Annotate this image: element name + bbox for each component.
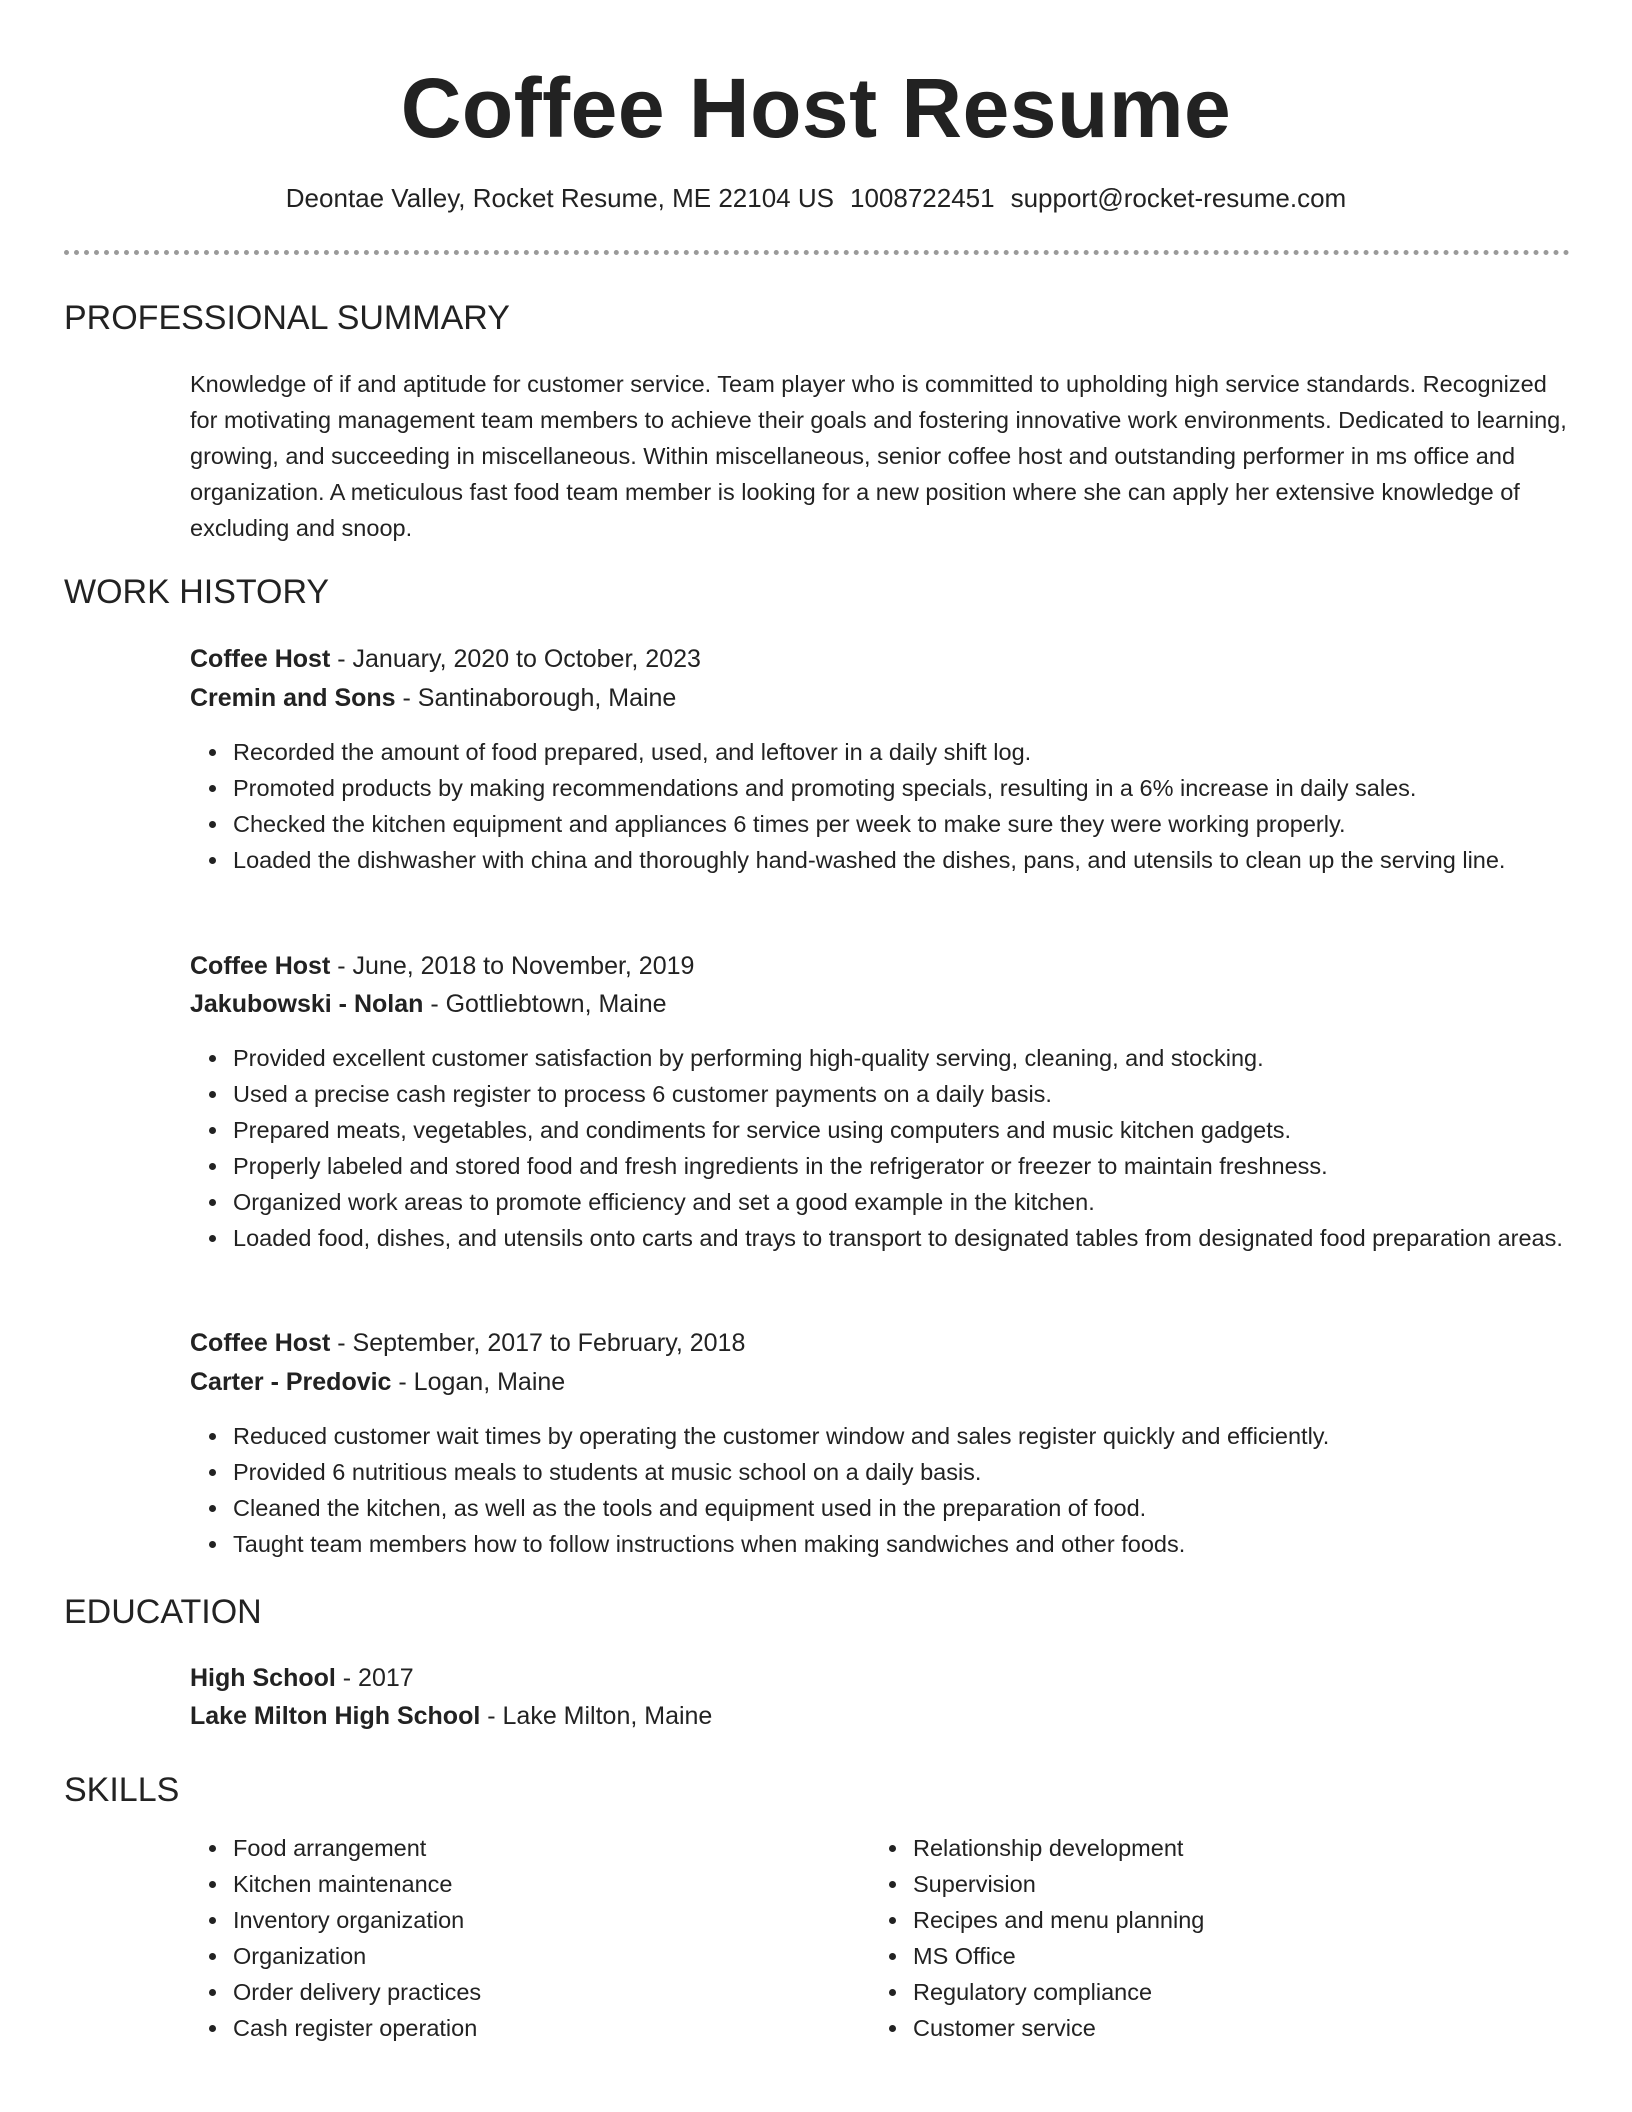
job-title-line: [190, 1325, 745, 1361]
job-company-line: [190, 986, 667, 1022]
list-item: Taught team members how to follow instructions when making sandwiches and other foods.: [233, 1526, 1563, 1562]
summary-text: Knowledge of if and aptitude for customer service. Team player who is committed to upholding high service standards. Recognized for motivating management team members to achieve their goals and fostering innovative work environments. Dedicated to learning, growing, and succeeding in miscellaneous. Within miscellaneous, senior coffee host and outstanding performer in ms office and organization. A meticulous fast food team member is looking for a new position where she can apply her extensive knowledge of excluding and snoop.: [190, 371, 1567, 541]
list-item: Recipes and menu planning: [913, 1902, 1513, 1938]
job-title: Coffee Host: [190, 645, 331, 673]
job-title-line: [190, 641, 701, 677]
list-item: Cleaned the kitchen, as well as the tools and equipment used in the preparation of food.: [233, 1490, 1563, 1526]
job-company-line: [190, 1364, 565, 1400]
list-item: Loaded the dishwasher with china and thoroughly hand-washed the dishes, pans, and utensils to clean up the serving line.: [233, 842, 1563, 878]
job-location: - Gottliebtown, Maine: [423, 990, 667, 1018]
education-school: Lake Milton High School: [190, 1702, 481, 1730]
list-item: Customer service: [913, 2010, 1513, 2046]
job-location: - Logan, Maine: [391, 1368, 566, 1396]
education-heading: EDUCATION: [64, 1593, 262, 1631]
job-company: Cremin and Sons: [190, 684, 396, 712]
skills-heading: SKILLS: [64, 1771, 180, 1809]
list-item: Order delivery practices: [233, 1974, 833, 2010]
summary-heading: PROFESSIONAL SUMMARY: [64, 299, 510, 337]
list-item: Cash register operation: [233, 2010, 833, 2046]
list-item: Supervision: [913, 1866, 1513, 1902]
job-bullets: [233, 1040, 1563, 1256]
skills-list-right: [913, 1830, 1513, 2046]
list-item: Promoted products by making recommendations and promoting specials, resulting in a 6% increase in daily sales.: [233, 770, 1563, 806]
contact-email: support@rocket-resume.com: [1010, 183, 1347, 213]
job-dates: - June, 2018 to November, 2019: [330, 952, 695, 980]
list-item: Kitchen maintenance: [233, 1866, 833, 1902]
list-item: MS Office: [913, 1938, 1513, 1974]
education-degree: High School: [190, 1664, 336, 1692]
contact-address: Deontae Valley, Rocket Resume, ME 22104 US: [285, 183, 834, 213]
list-item: Food arrangement: [233, 1830, 833, 1866]
list-item: Loaded food, dishes, and utensils onto carts and trays to transport to designated tables from designated food preparation areas.: [233, 1220, 1563, 1256]
job-bullets: [233, 734, 1563, 878]
job-company-line: [190, 680, 676, 716]
list-item: Properly labeled and stored food and fresh ingredients in the refrigerator or freezer to maintain freshness.: [233, 1148, 1563, 1184]
work-history-heading: WORK HISTORY: [64, 573, 330, 611]
header-divider: [64, 250, 1570, 255]
list-item: Regulatory compliance: [913, 1974, 1513, 2010]
contact-phone: 1008722451: [849, 183, 995, 213]
resume-title: Coffee Host Resume: [400, 61, 1232, 155]
list-item: Reduced customer wait times by operating the customer window and sales register quickly and efficiently.: [233, 1418, 1563, 1454]
job-title: Coffee Host: [190, 952, 331, 980]
list-item: Organization: [233, 1938, 833, 1974]
job-dates: - January, 2020 to October, 2023: [330, 645, 701, 673]
list-item: Used a precise cash register to process 6 customer payments on a daily basis.: [233, 1076, 1563, 1112]
job-bullets: [233, 1418, 1563, 1562]
education-degree-line: [190, 1660, 414, 1696]
list-item: Organized work areas to promote efficiency and set a good example in the kitchen.: [233, 1184, 1563, 1220]
list-item: Checked the kitchen equipment and appliances 6 times per week to make sure they were working properly.: [233, 806, 1563, 842]
list-item: Provided excellent customer satisfaction by performing high-quality serving, cleaning, and stocking.: [233, 1040, 1563, 1076]
job-title-line: [190, 948, 694, 984]
job-title: Coffee Host: [190, 1329, 331, 1357]
job-company: Carter - Predovic: [190, 1368, 392, 1396]
list-item: Relationship development: [913, 1830, 1513, 1866]
list-item: Recorded the amount of food prepared, used, and leftover in a daily shift log.: [233, 734, 1563, 770]
education-location: - Lake Milton, Maine: [480, 1702, 713, 1730]
list-item: Prepared meats, vegetables, and condiments for service using computers and music kitchen gadgets.: [233, 1112, 1563, 1148]
job-company: Jakubowski - Nolan: [190, 990, 424, 1018]
skills-list-left: [233, 1830, 833, 2046]
list-item: Provided 6 nutritious meals to students at music school on a daily basis.: [233, 1454, 1563, 1490]
job-location: - Santinaborough, Maine: [395, 684, 677, 712]
education-year: - 2017: [335, 1664, 414, 1692]
contact-line: [0, 180, 1632, 216]
list-item: Inventory organization: [233, 1902, 833, 1938]
job-dates: - September, 2017 to February, 2018: [330, 1329, 746, 1357]
education-school-line: [190, 1698, 712, 1734]
